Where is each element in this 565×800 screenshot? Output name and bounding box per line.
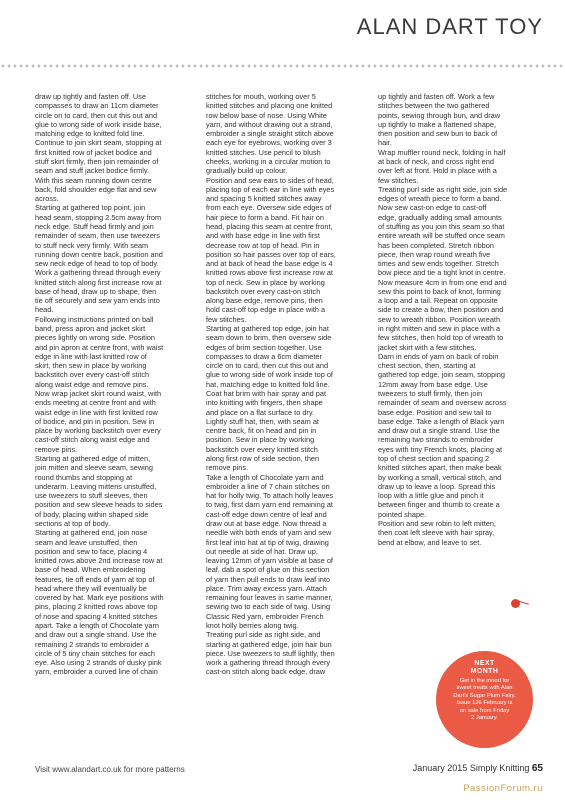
text-column-3: up tightly and fasten off. Work a few stitches between the two gathered points, sewing through bun, and draw up tightly to make a flattened shape, then position and sew bun to back of hair. Wrap muffler round neck, folding in half at back of neck, and cross right end over left at front. Hold in place with a few stitches. Treating purl side as right side, join side edges of wreath piece to form a band. Now sew cast-on edge to cast-off edge, gradually adding small amounts of stuffing as you join this seam so that entire wreath will be stuffed once seam has been completed. Stretch ribbon piece, then wrap round wreath five times and sew ends together. Stretch bow piece and tie a tight knot in centre. Now measure 4cm in from one end and sew this point to back of knot, forming a loop and a tail. Repeat on opposite side to create a bow, then position and sew to wreath ribbon. Position wreath in right mitten and sew in place with a few stitches, then hold top of wreath to jacket skirt with a few stitches. Darn in ends of yarn on back of robin chest section, then, starting at gathered top edge, join seam, stopping 12mm away from base edge. Use tweezers to stuff firmly, then join remainder of seam and oversew across base edge. Position and sew tail to base edge. Take a length of Black yarn and draw out a single strand. Use the remaining two strands to embroider eyes with tiny French knots, placing at top of chest section and spacing 2 knitted stitches apart, then make beak by working a small, vertical stitch, and draw up to leave a loop. Spread this loop with a little glue and pinch it between finger and thumb to create a pointed shape. Position and sew robin to left mitten, then coat left sleeve with hair spray, bend at elbow, and leave to set. <box>378 92 508 547</box>
badge-body: Get in the mood for sweet treats with Alan Dart's Sugar Plum Fairy. Issue 126 February is on sale from Friday 2 January. <box>453 678 516 722</box>
footer-issue-text: January 2015 Simply Knitting <box>412 763 530 773</box>
end-mark-icon <box>511 599 520 608</box>
text-column-1: draw up tightly and fasten off. Use compasses to draw an 11cm diameter circle on to card, then cut this out and glue to wrong side of work inside base, matching edge to knitted fold line. Continue to join skirt seam, stopping at first knitted row of jacket bodice and stuff skirt firmly, then join remainder of seam and stuff jacket bodice firmly. With this seam running down centre back, fold shoulder edge flat and sew across. Starting at gathered top point, join head seam, stopping 2.5cm away from neck edge. Stuff head firmly and join remainder of seam, then use tweezers to stuff neck very firmly. With seam running down centre back, position and sew neck edge of head to top of body. Work a gathering thread through every knitted stitch along first increase row at base of head, draw up to shape, then tie off securely and sew yarn ends into head. Following instructions printed on ball band, press apron and jacket skirt pieces lightly on wrong side. Position and pin apron at centre front, with waist edge in line with last knitted row of skirt, then sew in place by working backstitch over every cast-off stitch along waist edge and remove pins. Now wrap jacket skirt round waist, with ends meeting at centre front and with waist edge in line with first knitted row of bodice, and pin in position. Sew in place by working backstitch over every cast-off stitch along waist edge and remove pins. Starting at gathered edge of mitten, join mitten and sleeve seam, sewing round thumbs and stopping at underarm. Leaving mittens unstuffed, use tweezers to stuff sleeves, then position and sew sleeve heads to sides of body, placing within shaped side sections at top of body. Starting at gathered end, join nose seam and leave unstuffed, then position and sew to face, placing 4 knitted rows above 2nd increase row at base of head. When embroidering features, tie off ends of yarn at top of head where they will eventually be covered by hat. Mark eye positions with pins, placing 2 knitted rows above top of nose and spacing 4 knitted stitches apart. Take a length of Chocolate yarn and draw out a single strand. Use the remaining 2 strands to embroider a circle of 5 tiny chain stitches for each eye. Also using 2 strands of dusky pink yarn, embroider a curved line of chain <box>35 92 164 677</box>
page-number: 65 <box>531 763 543 774</box>
footer-issue <box>413 763 543 774</box>
text-column-2: stitches for mouth, working over 5 knitted stitches and placing one knitted row below base of nose. Using White yarn, and without drawing out a strand, embroider a single straight stitch above each eye for eyebrows, working over 3 knitted stitches. Use pencil to blush cheeks, working in a circular motion to gradually build up colour. Position and sew ears to sides of head, placing top of each ear in line with eyes and spacing 5 knitted stitches away from each eye. Oversew side edges of hair piece to form a band. Fit hair on head, placing this seam at centre front, and with base edge in line with first decrease row at top of head. Pin in position so hair passes over top of ears, and at back of head the base edge is 4 knitted rows above first increase row at top of neck. Sew in place by working backstitch over every cast-on stitch along base edge, remove pins, then hold cast-off top edge in place with a few stitches. Starting at gathered top edge, join hat seam down to brim, then oversew side edges of brim section together. Use compasses to draw a 6cm diameter circle on to card, then cut this out and glue to wrong side of work inside top of hat, matching edge to knitted fold line. Coat hat brim with hair spray and pat into knitting with fingers, then shape and place on a flat surface to dry. Lightly stuff hat, then, with seam at centre back, fit on head and pin in position. Sew in place by working backstitch over every knitted stitch along first row of side section, then remove pins. Take a length of Chocolate yarn and embroider a line of 7 chain stitches on hat for holly twig. To attach holly leaves to twig, first darn yarn end remaining at cast-off edge down centre of leaf and draw out at base edge. Now thread a needle with both ends of yarn and sew first leaf into hat at tip of twig, drawing out needle at side of hat. Draw up, leaving 12mm of yarn visible at base of leaf, dab a spot of glue on this section of yarn then pull ends to draw leaf into place. Trim away excess yarn. Attach remaining four leaves in same manner, sewing two to each side of twig. Using Classic Red yarn, embroider French knot holly berries along twig. Treating purl side as right side, and starting at gathered edge, join hair bun piece. Use tweezers to stuff lightly, then work a gathering thread through every cast-on stitch along back edge, draw <box>206 92 336 677</box>
page-header-title: ALAN DART TOY <box>356 14 543 39</box>
badge-title: NEXT MONTH <box>470 660 499 675</box>
footer-website-link[interactable]: Visit www.alandart.co.uk for more patterns <box>35 765 185 774</box>
dotted-divider <box>0 63 565 69</box>
next-month-badge <box>436 651 533 748</box>
watermark-text: PassionForum.ru <box>463 783 543 794</box>
